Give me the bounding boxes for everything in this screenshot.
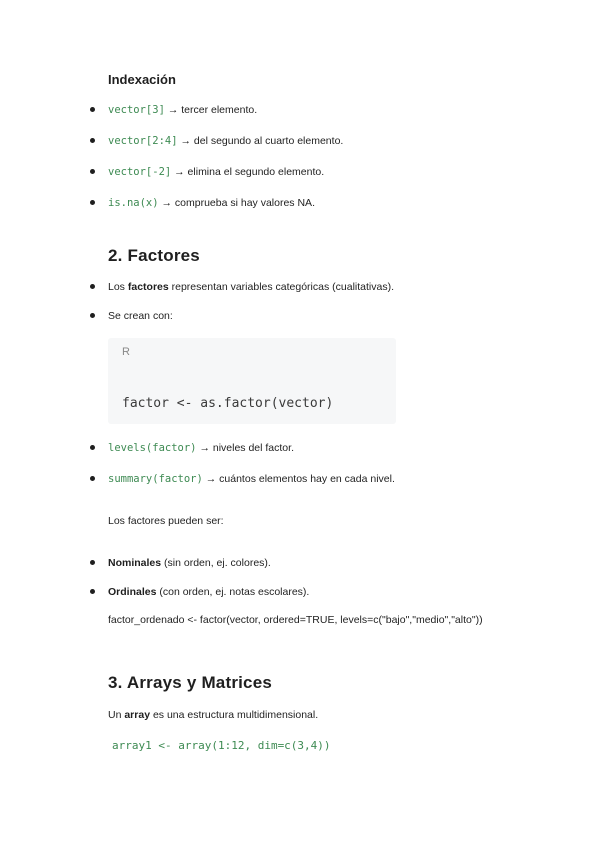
list-item <box>90 133 343 149</box>
bullet-icon <box>90 560 95 565</box>
list-item <box>90 102 257 118</box>
item-text: → tercer elemento. <box>167 104 258 116</box>
paragraph-array-intro <box>108 707 318 723</box>
section-heading-factores: 2. Factores <box>108 246 200 265</box>
list-item <box>90 308 173 324</box>
type-text: (sin orden, ej. colores). <box>161 557 271 569</box>
list-item <box>90 471 395 487</box>
list-item <box>90 279 394 295</box>
code-language-label: R <box>122 346 130 358</box>
intro-post: representan variables categóricas (cualitativas). <box>168 281 394 293</box>
bullet-icon <box>90 313 95 318</box>
list-item <box>90 584 309 600</box>
list-item <box>90 195 315 211</box>
list-item <box>90 440 294 456</box>
paragraph-types-intro: Los factores pueden ser: <box>108 515 224 527</box>
bullet-icon <box>90 476 95 481</box>
intro-pre: Los <box>108 281 128 293</box>
bullet-icon <box>90 445 95 450</box>
bullet-icon <box>90 169 95 174</box>
inline-code: is.na(x) <box>108 197 159 209</box>
intro-pre: Un <box>108 709 125 721</box>
item-text: Se crean con: <box>108 310 173 322</box>
bullet-icon <box>90 589 95 594</box>
code-line-array: array1 <- array(1:12, dim=c(3,4)) <box>112 739 331 752</box>
type-bold: Ordinales <box>108 586 157 598</box>
inline-code: vector[-2] <box>108 166 172 178</box>
item-text: → elimina el segundo elemento. <box>174 166 325 178</box>
section-heading-indexacion: Indexación <box>108 72 176 87</box>
list-item <box>90 164 324 180</box>
intro-post: es una estructura multidimensional. <box>150 709 319 721</box>
bullet-icon <box>90 200 95 205</box>
inline-code: vector[3] <box>108 104 165 116</box>
type-text: (con orden, ej. notas escolares). <box>156 586 310 598</box>
item-text: → cuántos elementos hay en cada nivel. <box>205 473 395 485</box>
type-bold: Nominales <box>108 557 162 569</box>
item-text: → comprueba si hay valores NA. <box>161 197 315 209</box>
bullet-icon <box>90 284 95 289</box>
item-text: → del segundo al cuarto elemento. <box>180 135 344 147</box>
bullet-icon <box>90 107 95 112</box>
inline-code: vector[2:4] <box>108 135 178 147</box>
code-block <box>108 338 396 424</box>
code-line: factor <- as.factor(vector) <box>122 396 334 411</box>
intro-bold: factores <box>127 281 169 293</box>
inline-code: summary(factor) <box>108 473 203 485</box>
bullet-icon <box>90 138 95 143</box>
section-heading-arrays: 3. Arrays y Matrices <box>108 673 273 692</box>
item-text: → niveles del factor. <box>199 442 294 454</box>
inline-code: levels(factor) <box>108 442 197 454</box>
ordered-factor-example: factor_ordenado <- factor(vector, ordered=TRUE, levels=c("bajo","medio","alto")) <box>108 614 483 626</box>
list-item <box>90 555 271 571</box>
intro-bold: array <box>124 709 151 721</box>
